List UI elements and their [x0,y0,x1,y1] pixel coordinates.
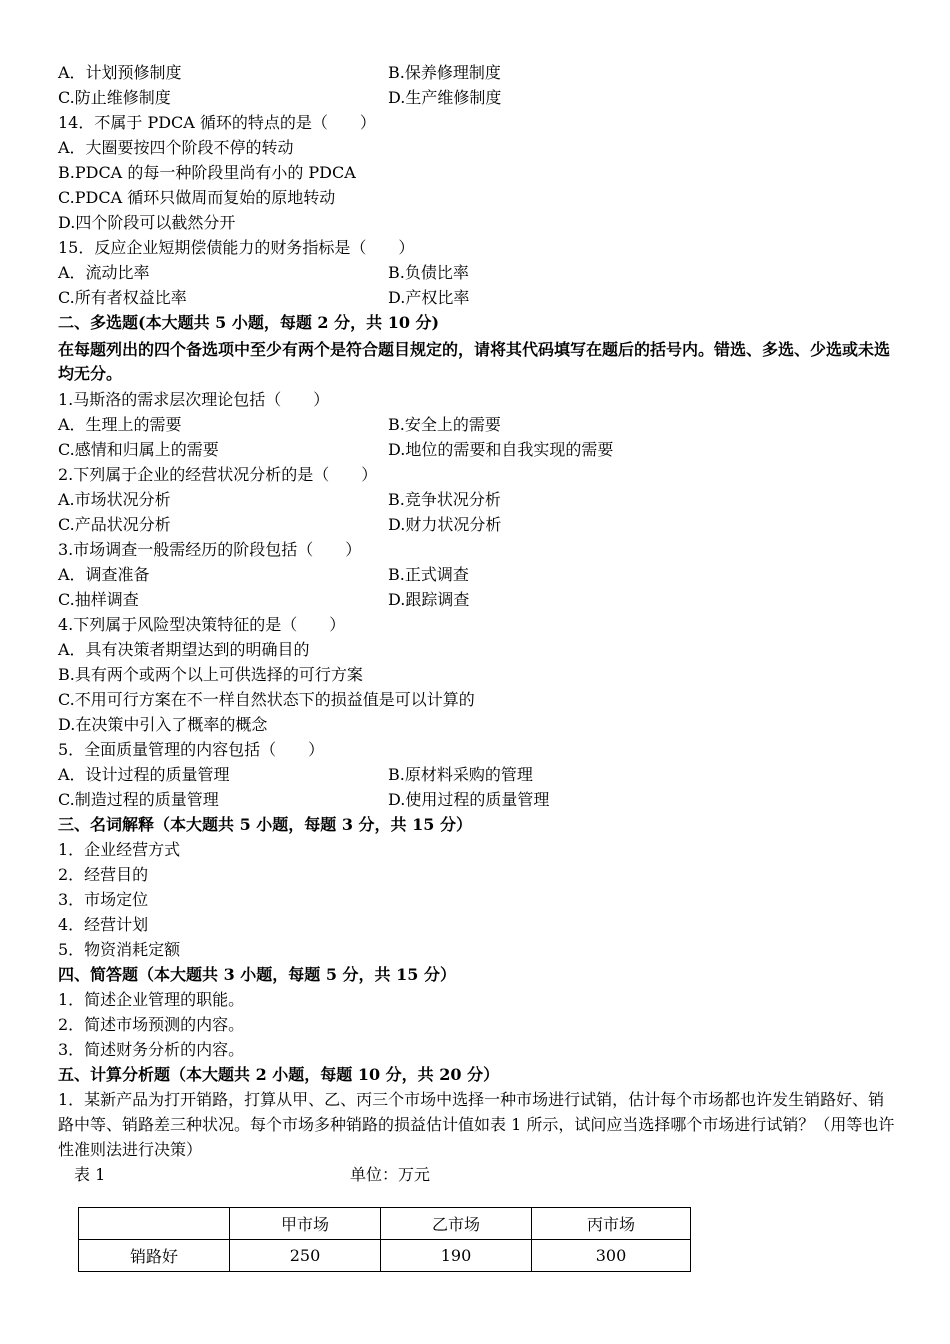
option: A．流动比率 [58,263,150,282]
list-item: 5．物资消耗定额 [58,940,181,959]
option: D.产权比率 [388,288,470,307]
list-item: 2．简述市场预测的内容。 [58,1015,245,1034]
list-item: 4．经营计划 [58,915,149,934]
option: B.竞争状况分析 [388,490,501,509]
option: C.PDCA 循环只做周而复始的原地转动 [58,188,336,207]
option: B.负债比率 [388,263,469,282]
option: A．大圈要按四个阶段不停的转动 [58,138,294,157]
question-stem: 15．反应企业短期偿债能力的财务指标是（ ） [58,238,415,257]
table-caption: 表 1 [74,1165,106,1184]
option: C.产品状况分析 [58,515,171,534]
table-unit: 单位：万元 [350,1165,431,1184]
option: C.不用可行方案在不一样自然状态下的损益值是可以计算的 [58,690,475,709]
question-stem: 14．不属于 PDCA 循环的特点的是（ ） [58,113,376,132]
question-stem: 1.马斯洛的需求层次理论包括（ ） [58,390,330,409]
option: D.地位的需要和自我实现的需要 [388,440,614,459]
table-header-cell [79,1208,230,1240]
table-cell: 190 [381,1240,532,1272]
options-row [58,762,898,787]
option: D.四个阶段可以截然分开 [58,213,236,232]
option: A．具有决策者期望达到的明确目的 [58,640,310,659]
option: B.保养修理制度 [388,63,501,82]
options-row [58,487,898,512]
section-instruction: 在每题列出的四个备选项中至少有两个是符合题目规定的，请将其代码填写在题后的括号内。错选、多选、少选或未选均无分。 [58,340,891,383]
option: D.生产维修制度 [388,88,502,107]
q13-options-row-2 [58,85,898,110]
option: C.防止维修制度 [58,88,171,107]
option: C.感情和归属上的需要 [58,440,219,459]
section-title: 四、简答题（本大题共 3 小题，每题 5 分，共 15 分） [58,965,456,984]
option: A.市场状况分析 [58,490,171,509]
table-header-cell: 丙市场 [532,1208,691,1240]
section-title: 五、计算分析题（本大题共 2 小题，每题 10 分，共 20 分） [58,1065,500,1084]
option: B.原材料采购的管理 [388,765,533,784]
q13-options-row-1 [58,60,898,85]
options-row [58,437,898,462]
exam-page [58,60,898,1188]
question-stem: 5．全面质量管理的内容包括（ ） [58,740,325,759]
option: D.跟踪调查 [388,590,470,609]
option: D.财力状况分析 [388,515,502,534]
table-cell: 300 [532,1240,691,1272]
option: A．计划预修制度 [58,63,182,82]
table-header-cell: 甲市场 [230,1208,381,1240]
question-text: 1．某新产品为打开销路，打算从甲、乙、丙三个市场中选择一种市场进行试销，估计每个市场都也许发生销路好、销路中等、销路差三种状况。每个市场多种销路的损益估计值如表 1 所示，试问应当选择哪个市场进行试销？（用等也许性准则法进行决策） [58,1090,895,1159]
options-row [58,787,898,812]
list-item: 1．企业经营方式 [58,840,181,859]
q15-options-row-1 [58,260,898,285]
option: A．设计过程的质量管理 [58,765,230,784]
option: B.安全上的需要 [388,415,501,434]
table-row [79,1240,691,1272]
question-stem: 2.下列属于企业的经营状况分析的是（ ） [58,465,378,484]
table-header-cell: 乙市场 [381,1208,532,1240]
question-stem: 3.市场调查一般需经历的阶段包括（ ） [58,540,362,559]
table-header-row [79,1208,691,1240]
option: D.在决策中引入了概率的概念 [58,715,268,734]
list-item: 1．简述企业管理的职能。 [58,990,245,1009]
option: B.正式调查 [388,565,469,584]
option: A．调查准备 [58,565,150,584]
option: C.所有者权益比率 [58,288,187,307]
options-row [58,412,898,437]
option: C.制造过程的质量管理 [58,790,219,809]
option: C.抽样调查 [58,590,139,609]
option: B.具有两个或两个以上可供选择的可行方案 [58,665,363,684]
q15-options-row-2 [58,285,898,310]
list-item: 3．市场定位 [58,890,149,909]
list-item: 2．经营目的 [58,865,149,884]
table-cell: 250 [230,1240,381,1272]
options-row [58,512,898,537]
options-row [58,562,898,587]
option: D.使用过程的质量管理 [388,790,550,809]
section-title: 三、名词解释（本大题共 5 小题，每题 3 分，共 15 分） [58,815,472,834]
option: A．生理上的需要 [58,415,182,434]
section-title: 二、多选题(本大题共 5 小题，每题 2 分，共 10 分) [58,313,440,332]
table-cell: 销路好 [79,1240,230,1272]
list-item: 3．简述财务分析的内容。 [58,1040,245,1059]
question-stem: 4.下列属于风险型决策特征的是（ ） [58,615,346,634]
payoff-table [78,1207,691,1272]
options-row [58,587,898,612]
option: B.PDCA 的每一种阶段里尚有小的 PDCA [58,163,356,182]
table-caption-row [74,1162,898,1188]
